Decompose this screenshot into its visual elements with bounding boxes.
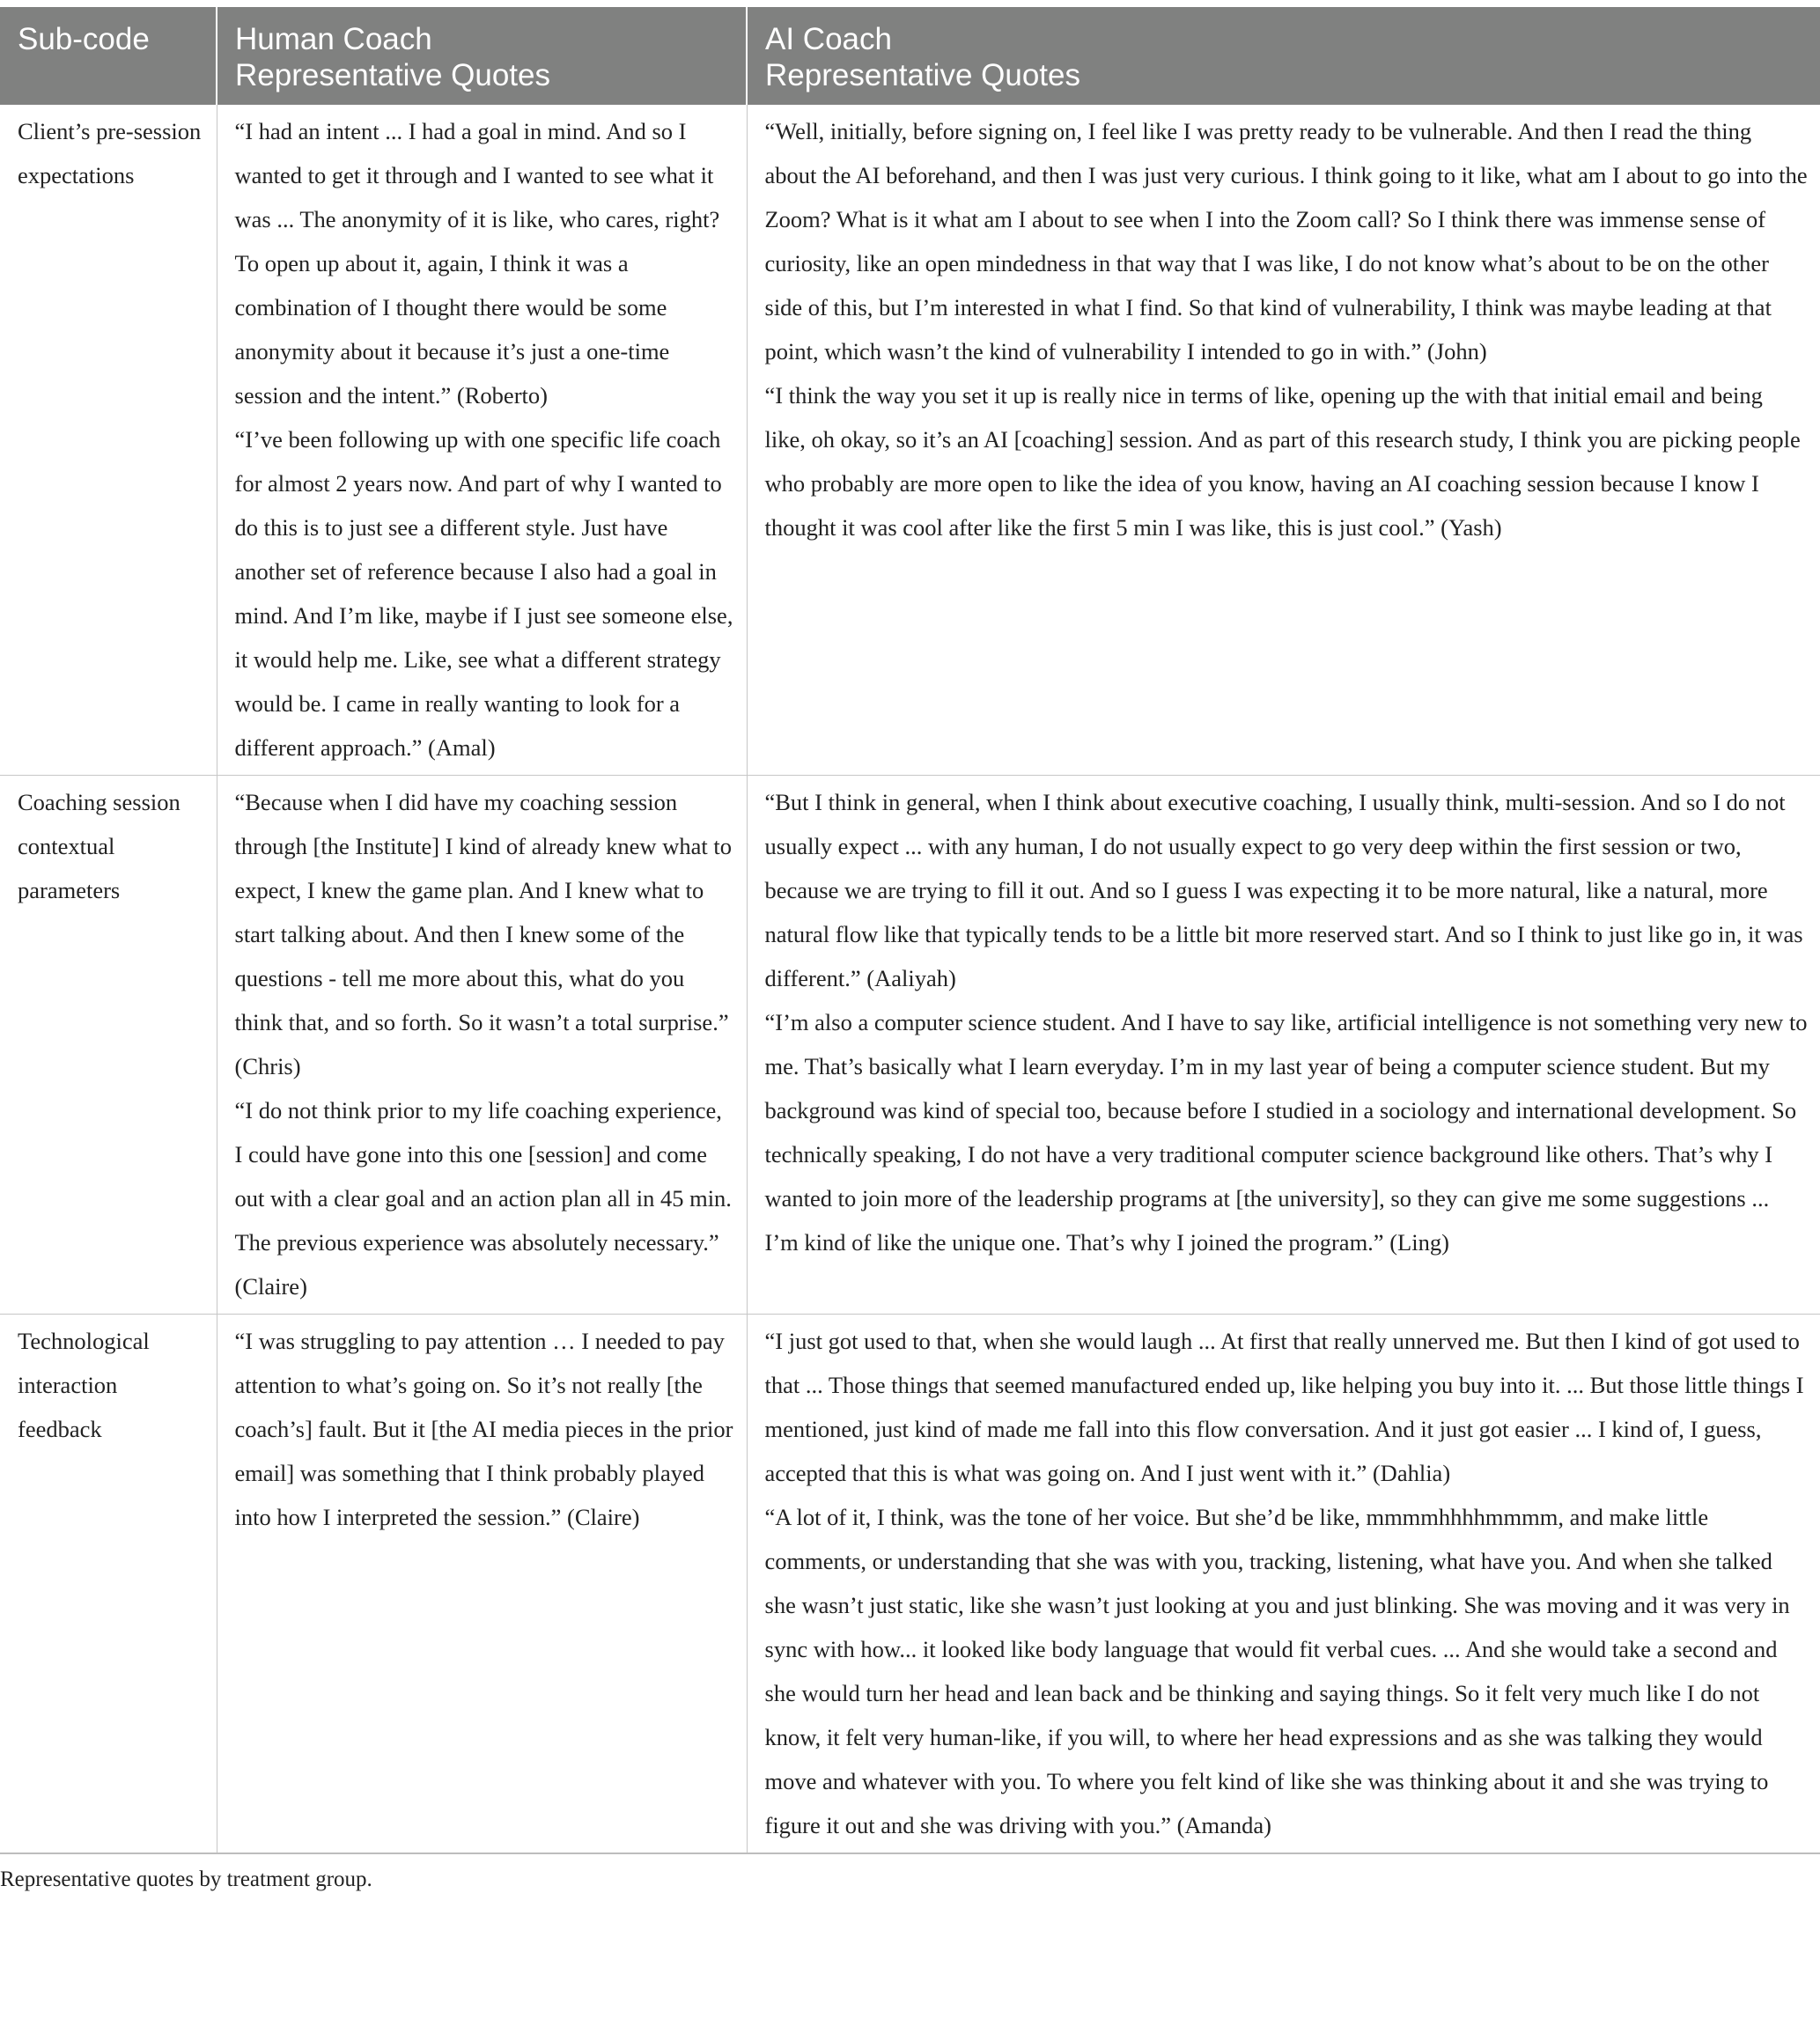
table-header — [0, 7, 1820, 105]
header-human-coach-line-2: Representative Quotes — [235, 58, 550, 92]
header-human-coach-line-1: Human Coach — [235, 22, 432, 56]
ai-quotes-cell — [747, 105, 1820, 776]
ai-quotes-cell — [747, 1315, 1820, 1854]
table-row — [0, 1315, 1820, 1854]
header-row — [0, 7, 1820, 105]
header-ai-coach-line-2: Representative Quotes — [765, 58, 1080, 92]
ai-quote: “I just got used to that, when she would laugh ... At first that really unnerved me. But then I kind of got used to that ... Those things that seemed manufactured ended up, like helping you buy into it. ... But those little things I mentioned, just kind of made me fall into this flow conversation. And it just got easier ... I kind of, I guess, accepted that this is what was going on. And I just went with it.” (Dahlia) — [764, 1328, 1804, 1486]
ai-quote: “A lot of it, I think, was the tone of her voice. But she’d be like, mmmmhhhhmmmm, and make little comments, or understanding that she was with you, tracking, listening, what have you. And when she talked she wasn’t just static, like she wasn’t just looking at you and just blinking. She was moving and it was very in sync with how... it looked like body language that would fit verbal cues. ... And she would take a second and she would turn her head and lean back and be thinking and saying things. So it felt very much like I do not know, it felt very human-like, if you will, to where her head expressions and as she was talking they would move and whatever with you. To where you felt kind of like she was thinking about it and she was trying to figure it out and she was driving with you.” (Amanda) — [764, 1504, 1790, 1838]
table-row — [0, 105, 1820, 776]
human-quotes-cell — [217, 105, 747, 776]
table-body — [0, 105, 1820, 1853]
table-caption: Representative quotes by treatment group. — [0, 1867, 372, 1891]
header-ai-coach-line-1: AI Coach — [765, 22, 892, 56]
human-quote: “Because when I did have my coaching session through [the Institute] I kind of already knew what to expect, I knew the game plan. And I knew what to start talking about. And then I knew some of the questions - tell me more about this, what do you think that, and so forth. So it wasn’t a total surprise.” (Chris) — [234, 789, 732, 1079]
page — [0, 7, 1820, 1895]
header-ai-coach — [747, 7, 1820, 105]
subcode-cell: Coaching session contextual parameters — [0, 776, 217, 1315]
quotes-table — [0, 7, 1820, 1854]
human-quote: “I’ve been following up with one specific life coach for almost 2 years now. And part of why I wanted to do this is to just see a different style. Just have another set of reference because I also had a goal in mind. And I’m like, maybe if I just see someone else, it would help me. Like, see what a different strategy would be. I came in really wanting to look for a different approach.” (Amal) — [234, 426, 733, 761]
ai-quote: “I think the way you set it up is really nice in terms of like, opening up the with that initial email and being like, oh okay, so it’s an AI [coaching] session. And as part of this research study, I think you are picking people who probably are more open to like the idea of you know, having an AI coaching session because I know I thought it was cool after like the first 5 min I was like, this is just cool.” (Yash) — [764, 382, 1801, 541]
subcode-cell: Technological interaction feedback — [0, 1315, 217, 1854]
header-human-coach — [217, 7, 747, 105]
ai-quote: “But I think in general, when I think about executive coaching, I usually think, multi-session. And so I do not usually expect ... with any human, I do not usually expect to go very deep within the first session or two, because we are trying to fill it out. And so I guess I was expecting it to be more natural, like a natural, more natural flow like that typically tends to be a little bit more reserved start. And so I think to just like go in, it was different.” (Aaliyah) — [764, 789, 1803, 991]
subcode-cell: Client’s pre-session expectations — [0, 105, 217, 776]
ai-quote: “Well, initially, before signing on, I feel like I was pretty ready to be vulnerable. And then I read the thing about the AI beforehand, and then I was just very curious. I think going to it like, what am I about to go into the Zoom? What is it what am I about to see when I into the Zoom call? So I think there was immense sense of curiosity, like an open mindedness in that way that I was like, I do not know what’s about to be on the other side of this, but I’m interested in what I find. So that kind of vulnerability, I think was maybe leading at that point, which wasn’t the kind of vulnerability I intended to go in with.” (John) — [764, 118, 1808, 365]
header-subcode-line-1: Sub-code — [18, 22, 150, 56]
human-quote: “I had an intent ... I had a goal in mind. And so I wanted to get it through and I wanted to see what it was ... The anonymity of it is like, who cares, right? To open up about it, again, I think it was a combination of I thought there would be some anonymity about it because it’s just a one-time session and the intent.” (Roberto) — [234, 118, 720, 409]
human-quote: “I do not think prior to my life coaching experience, I could have gone into this one [session] and come out with a clear goal and an action plan all in 45 min. The previous experience was absolutely necessary.” (Claire) — [234, 1097, 732, 1300]
human-quotes-cell — [217, 776, 747, 1315]
human-quotes-cell — [217, 1315, 747, 1854]
ai-quotes-cell — [747, 776, 1820, 1315]
table-row — [0, 776, 1820, 1315]
human-quote: “I was struggling to pay attention … I needed to pay attention to what’s going on. So it’s not really [the coach’s] fault. But it [the AI media pieces in the prior email] was something that I think probably played into how I interpreted the session.” (Claire) — [234, 1328, 733, 1530]
ai-quote: “I’m also a computer science student. And I have to say like, artificial intelligence is not something very new to me. That’s basically what I learn everyday. I’m in my last year of being a computer science student. But my background was kind of special too, because before I studied in a sociology and international development. So technically speaking, I do not have a very traditional computer science background like others. That’s why I wanted to join more of the leadership programs at [the university], so they can give me some suggestions ... I’m kind of like the unique one. That’s why I joined the program.” (Ling) — [764, 1009, 1808, 1256]
header-subcode — [0, 7, 217, 105]
